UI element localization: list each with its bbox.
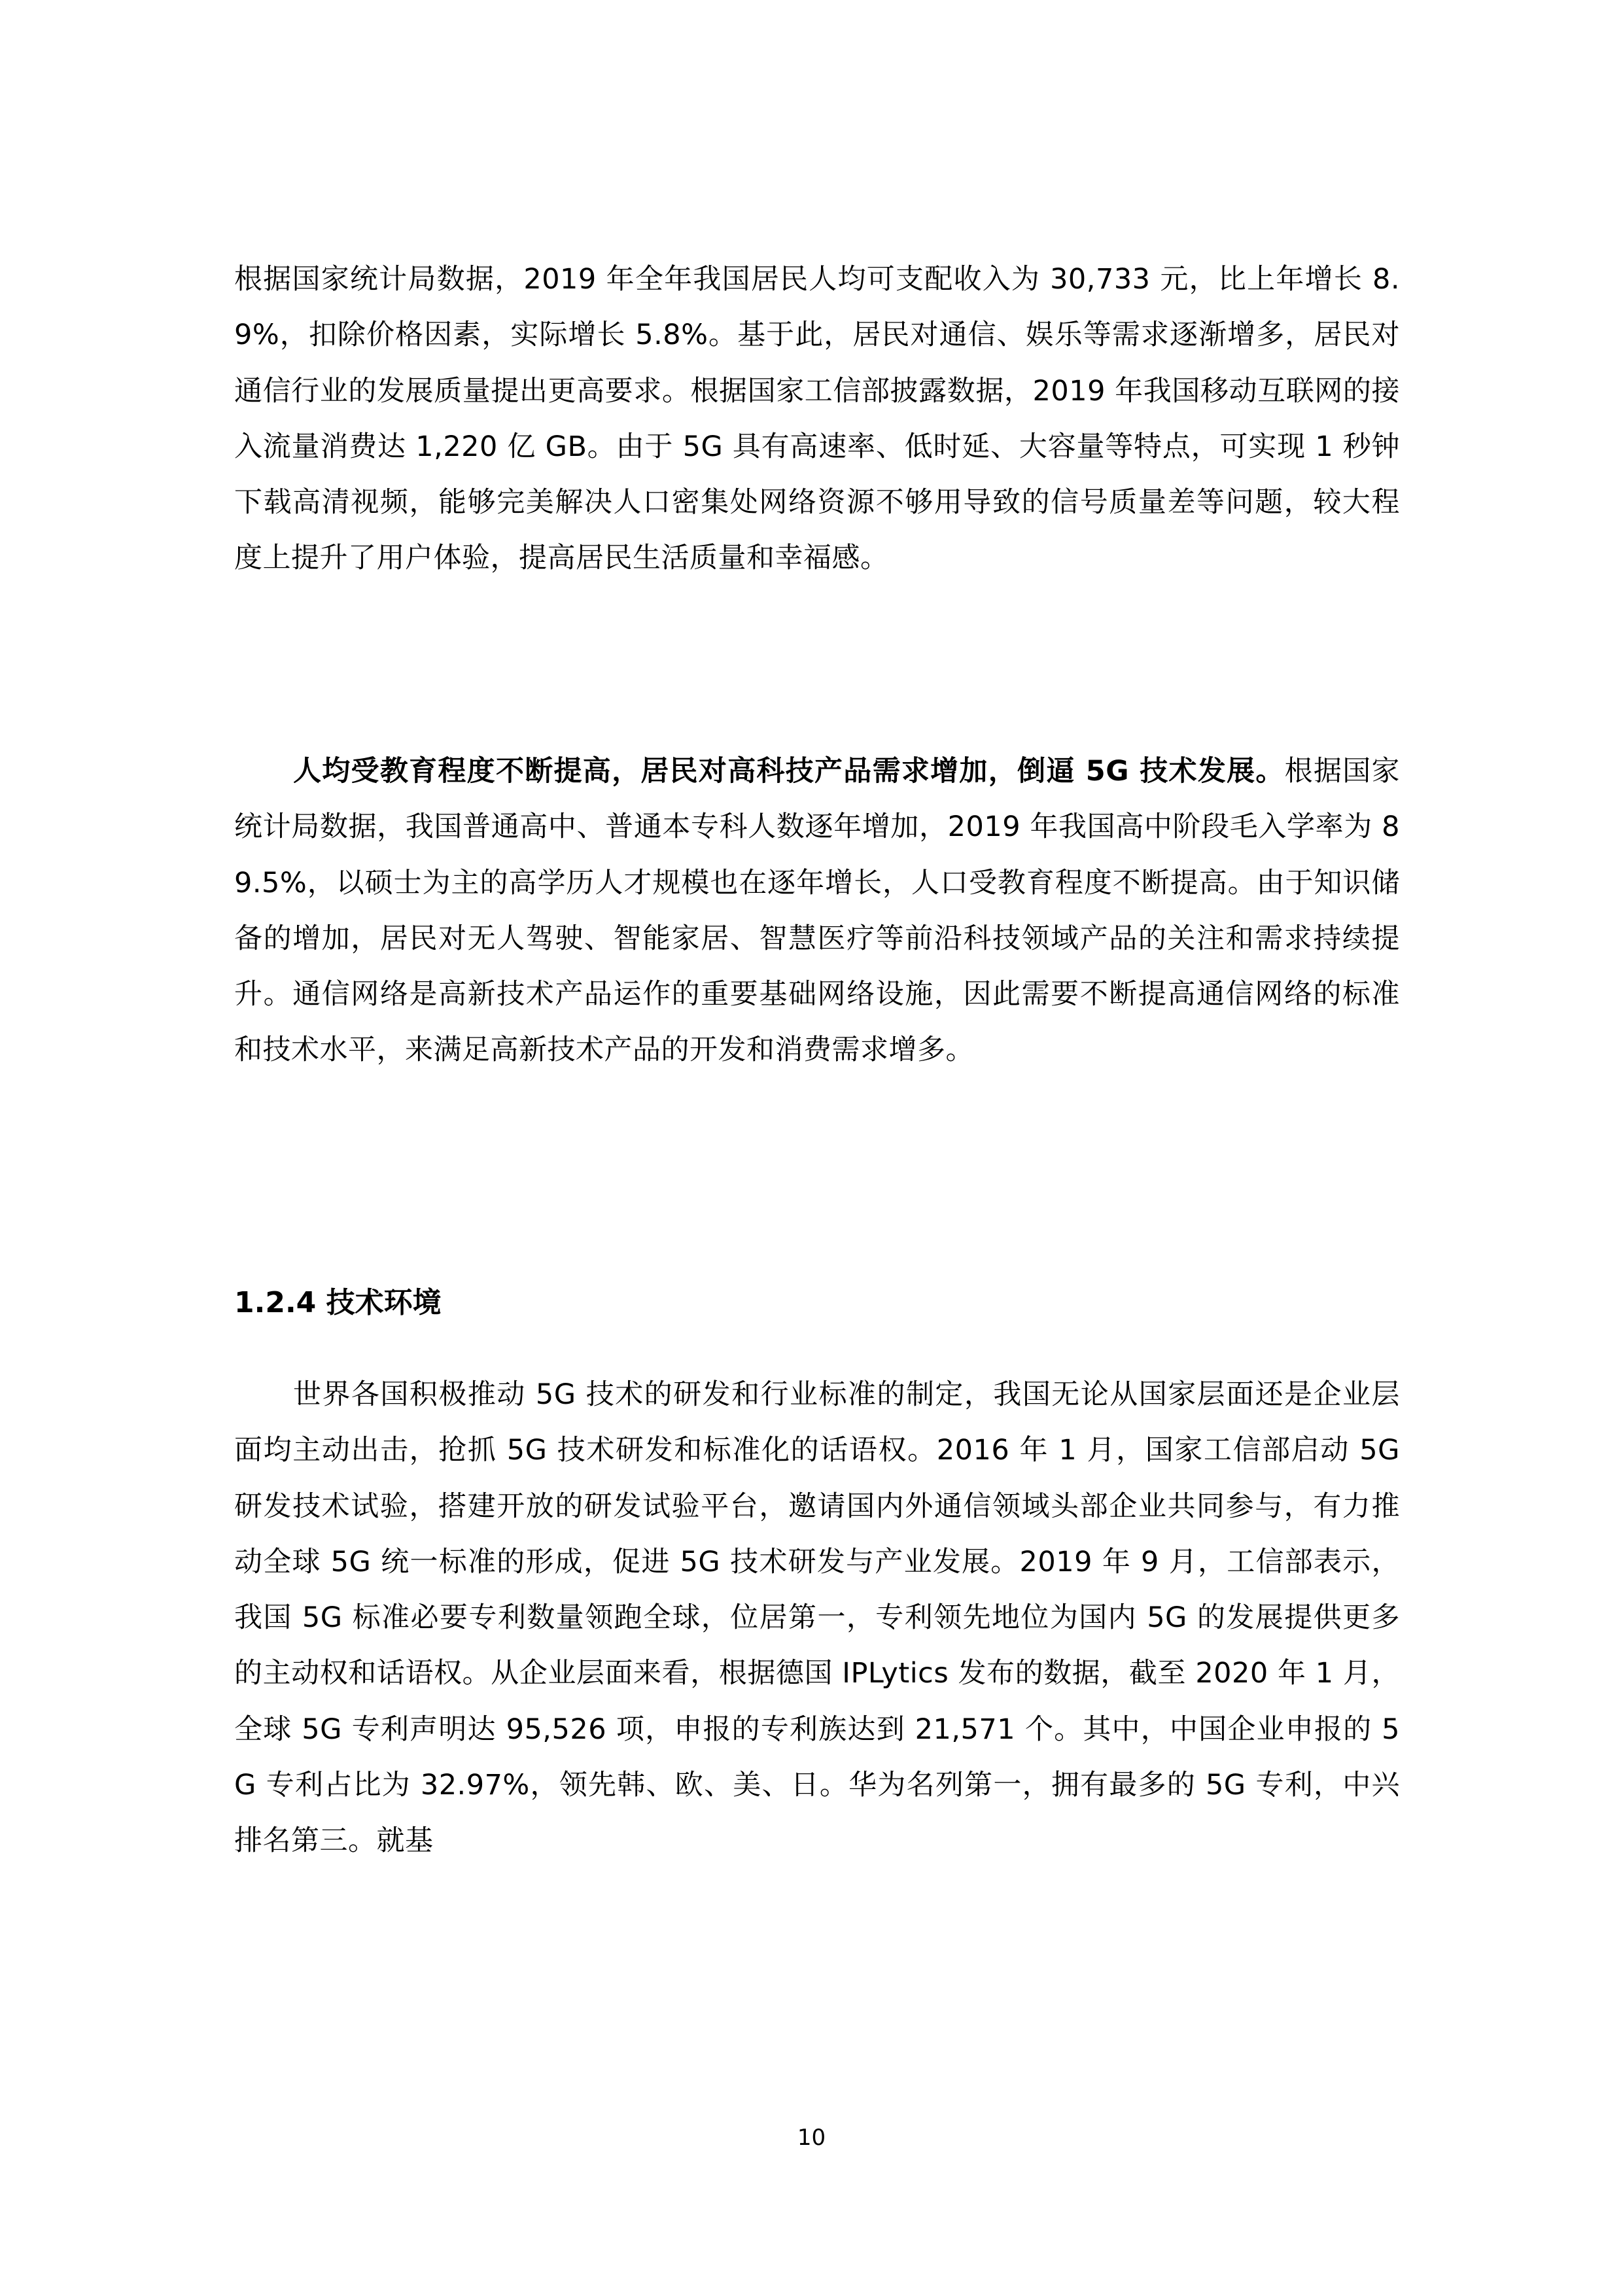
paragraph-technology-text: 世界各国积极推动 5G 技术的研发和行业标准的制定，我国无论从国家层面还是企业层面均主动出击，抢抓 5G 技术研发和标准化的话语权。2016 年 1 月，国家工信部启动 5G 研发技术试验，搭建开放的研发试验平台，邀请国内外通信领域头部企业共同参与，有力推动全球 5G 统一标准的形成，促进 5G 技术研发与产业发展。2019 年 9 月，工信部表示，我国 5G 标准必要专利数量领跑全球，位居第一，专利领先地位为国内 5G 的发展提供更多的主动权和话语权。从企业层面来看，根据德国 IPLytics 发布的数据，截至 2020 年 1 月，全球 5G 专利声明达 95,526 项，申报的专利族达到 21,571 个。其中，中国企业申报的 5G 专利占比为 32.97%，领先韩、欧、美、日。华为名列第一，拥有最多的 5G 专利，中兴排名第三。就基 (234, 1378, 1400, 1858)
paragraph-income (234, 252, 1400, 587)
paragraph-income-text: 根据国家统计局数据，2019 年全年我国居民人均可支配收入为 30,733 元，比上年增长 8.9%，扣除价格因素，实际增长 5.8%。基于此，居民对通信、娱乐等需求逐渐增多，居民对通信行业的发展质量提出更高要求。根据国家工信部披露数据，2019 年我国移动互联网的接入流量消费达 1,220 亿 GB。由于 5G 具有高速率、低时延、大容量等特点，可实现 1 秒钟下载高清视频，能够完美解决人口密集处网络资源不够用导致的信号质量差等问题，较大程度上提升了用户体验，提高居民生活质量和幸福感。 (234, 263, 1400, 575)
paragraph-technology (234, 1367, 1400, 1870)
paragraph-education (234, 744, 1400, 1079)
paragraph-education-body: 根据国家统计局数据，我国普通高中、普通本专科人数逐年增加，2019 年我国高中阶段毛入学率为 89.5%，以硕士为主的高学历人才规模也在逐年增长，人口受教育程度不断提高。由于知识储备的增加，居民对无人驾驶、智能家居、智慧医疗等前沿科技领域产品的关注和需求持续提升。通信网络是高新技术产品运作的重要基础网络设施，因此需要不断提高通信网络的标准和技术水平，来满足高新技术产品的开发和消费需求增多。 (234, 755, 1401, 1067)
page-number: 10 (797, 2125, 826, 2151)
section-heading: 1.2.4 技术环境 (234, 1286, 442, 1319)
paragraph-education-lead: 人均受教育程度不断提高，居民对高科技产品需求增加，倒逼 5G 技术发展。 (293, 755, 1285, 788)
